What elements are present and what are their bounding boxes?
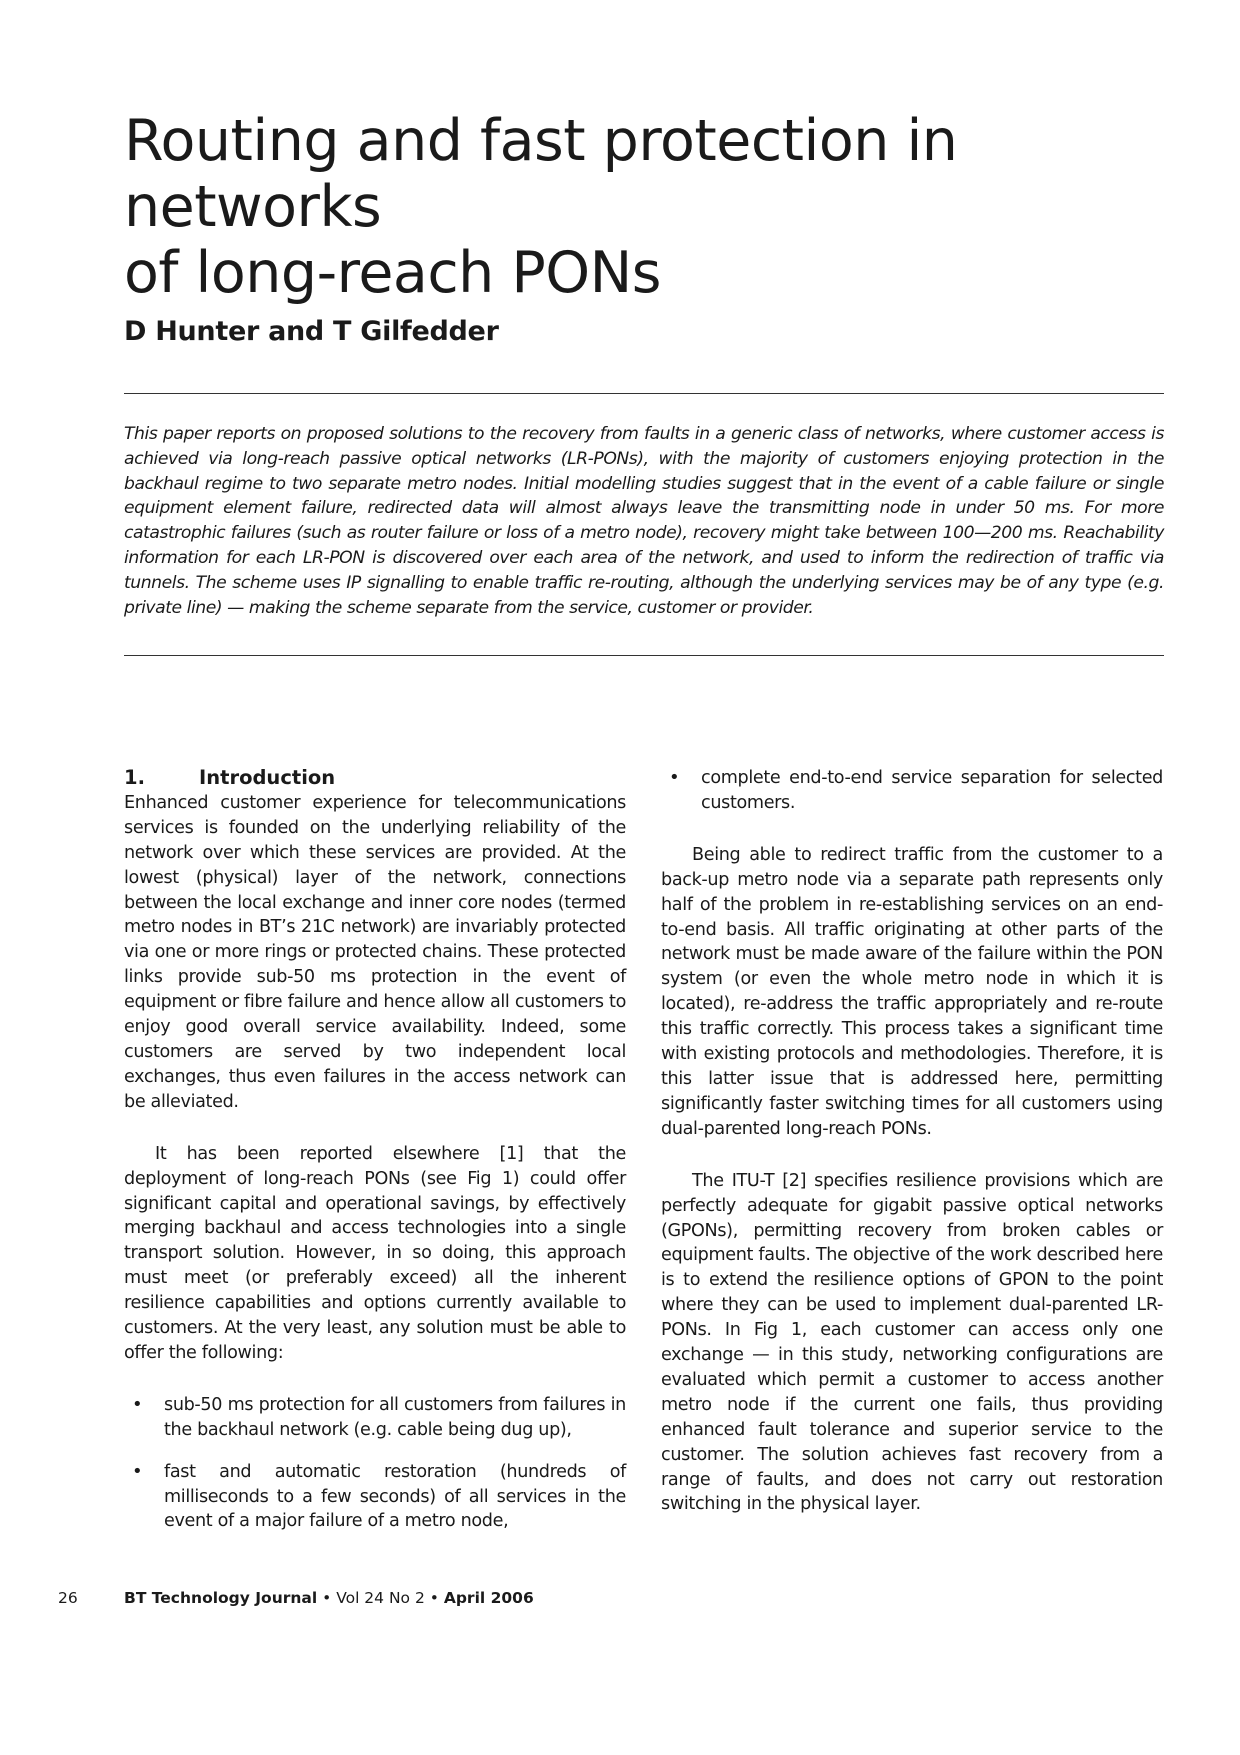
bullet-icon: •	[132, 1460, 143, 1482]
paper-title	[124, 108, 1164, 306]
top-divider	[124, 393, 1164, 394]
section-number: 1.	[124, 766, 145, 789]
list-item	[124, 1393, 626, 1443]
title-line-2: of long-reach PONs	[124, 240, 661, 306]
bullet-icon: •	[132, 1393, 143, 1415]
list-item	[661, 766, 1163, 816]
abstract: This paper reports on proposed solutions to the recovery from faults in a generic class of networks, where customer access is achieved via long-reach passive optical networks (LR-PONs), with the majority of customers enjoying protection in the backhaul regime to two separate metro nodes. Initial modelling studies suggest that in the event of a cable failure or single equipment element failure, redirected data will almost always leave the transmitting node in under 50 ms. For more catastrophic failures (such as router failure or loss of a metro node), recovery might take between 100—200 ms. Reachability information for each LR-PON is discovered over each area of the network, and used to inform the redirection of traffic via tunnels. The scheme uses IP signalling to enable traffic re-routing, although the underlying services may be of any type (e.g. private line) — making the scheme separate from the service, customer or provider.	[124, 424, 1164, 618]
page-number: 26	[58, 1589, 78, 1607]
footer-separator: •	[424, 1589, 444, 1607]
journal-name: BT Technology Journal	[124, 1589, 318, 1607]
intro-paragraph-4: The ITU-T [2] specifies resilience provisions which are perfectly adequate for gigabit passive optical networks (GPONs), permitting recovery from broken cables or equipment faults. The objective of the work described here is to extend the resilience options of GPON to the point where they can be used to implement dual-parented LR-PONs. In Fig 1, each customer can access only one exchange — in this study, networking configurations are evaluated which permit a customer to access another metro node if the current one fails, thus providing enhanced fault tolerance and superior service to the customer. The solution achieves fast recovery from a range of faults, and does not carry out restoration switching in the physical layer.	[661, 1170, 1163, 1515]
journal-citation	[124, 1589, 534, 1607]
intro-paragraph-2: It has been reported elsewhere [1] that the deployment of long-reach PONs (see Fig 1) could offer significant capital and operational savings, by effectively merging backhaul and access technologies into a single transport solution. However, in so doing, this approach must meet (or preferably exceed) all the inherent resilience capabilities and options currently available to customers. At the very least, any solution must be able to offer the following:	[124, 1143, 626, 1363]
title-line-1: Routing and fast protection in networks	[124, 108, 958, 240]
list-item-text: complete end-to-end service separation for selected customers.	[701, 768, 1163, 813]
bottom-divider	[124, 655, 1164, 656]
bullet-icon: •	[669, 767, 680, 788]
authors: D Hunter and T Gilfedder	[124, 316, 499, 347]
footer-separator: •	[317, 1589, 337, 1607]
section-heading	[124, 766, 626, 791]
intro-paragraph-1: Enhanced customer experience for telecommunications services is founded on the underlying reliability of the network over which these services are provided. At the lowest (physical) layer of the network, connections between the local exchange and inner core nodes (termed metro nodes in BT’s 21C network) are invariably protected via one or more rings or protected chains. These protected links provide sub-50 ms protection in the event of equipment or fibre failure and hence allow all customers to enjoy good overall service availability. Indeed, some customers are served by two independent local exchanges, thus even failures in the access network can be alleviated.	[124, 792, 626, 1112]
journal-date: April 2006	[443, 1589, 534, 1607]
intro-paragraph-3: Being able to redirect traffic from the customer to a back-up metro node via a separate path represents only half of the problem in re-establishing services on an end-to-end basis. All traffic originating at other parts of the network must be made aware of the failure within the PON system (or even the whole metro node in which it is located), re-address the traffic appropriately and re-route this traffic correctly. This process takes a significant time with existing protocols and methodologies. Therefore, it is this latter issue that is addressed here, permitting significantly faster switching times for all customers using dual-parented long-reach PONs.	[661, 844, 1163, 1139]
journal-volume: Vol 24 No 2	[336, 1589, 425, 1607]
list-item-text: sub-50 ms protection for all customers from failures in the backhaul network (e.g. cable being dug up),	[164, 1394, 626, 1440]
right-column	[661, 766, 1163, 1517]
section-title: Introduction	[199, 766, 336, 789]
list-item	[124, 1460, 626, 1535]
list-item-text: fast and automatic restoration (hundreds of milliseconds to a few seconds) of all services in the event of a major failure of a metro node,	[164, 1461, 626, 1532]
left-column	[124, 766, 626, 1534]
